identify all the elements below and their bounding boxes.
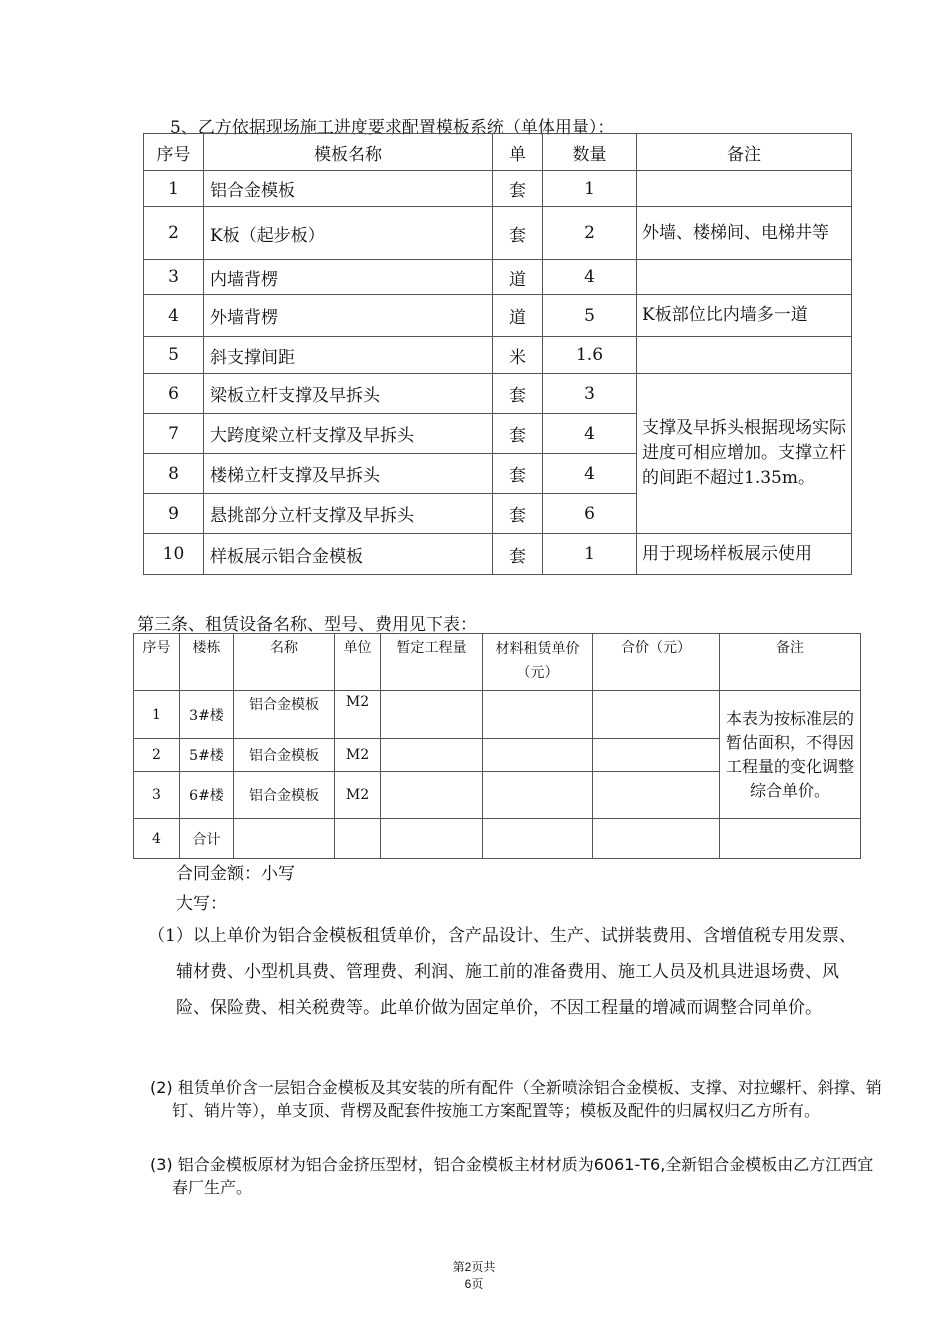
row-qty: 2 (543, 207, 637, 260)
row-building: 5#楼 (180, 739, 234, 772)
header-no: 序号 (144, 134, 204, 171)
section5-title: 5、乙方依据现场施工进度要求配置模板系统（单体用量）： (170, 118, 615, 138)
row-qty: 1 (543, 534, 637, 575)
table-row (144, 295, 852, 337)
rental-note: 本表为按标准层的暂估面积，不得因工程量的变化调整综合单价。 (720, 691, 861, 819)
row-no: 4 (144, 295, 204, 337)
row-building: 合计 (180, 819, 234, 859)
row-note: 用于现场样板展示使用 (637, 534, 852, 575)
header-quantity: 暂定工程量 (381, 634, 483, 691)
row-note (637, 260, 852, 295)
header-unit-price: 材料租赁单价（元） (483, 634, 593, 691)
row-no: 2 (144, 207, 204, 260)
row-no: 8 (144, 454, 204, 494)
table-row (134, 691, 861, 739)
row-total (593, 691, 720, 739)
row-unit: 套 (493, 207, 543, 260)
article3-title: 第三条、租赁设备名称、型号、费用见下表： (137, 615, 477, 635)
row-no: 7 (144, 414, 204, 454)
row-no: 5 (144, 337, 204, 374)
row-no: 9 (144, 494, 204, 534)
table-header-row (144, 134, 852, 171)
row-unit: 道 (493, 295, 543, 337)
row-unit: 套 (493, 374, 543, 414)
table-header-row (134, 634, 861, 691)
row-unit-price (483, 691, 593, 739)
row-building: 6#楼 (180, 772, 234, 819)
table-row (144, 260, 852, 295)
row-unit: 套 (493, 414, 543, 454)
row-no: 3 (144, 260, 204, 295)
row-name: 外墙背楞 (204, 295, 493, 337)
row-name (234, 819, 335, 859)
row-unit: M2 (335, 691, 381, 739)
template-system-table (143, 133, 852, 575)
header-no: 序号 (134, 634, 180, 691)
row-unit: 套 (493, 171, 543, 207)
row-building: 3#楼 (180, 691, 234, 739)
row-unit-price (483, 772, 593, 819)
page-footer (424, 1258, 524, 1292)
clause-1-text: （1）以上单价为铝合金模板租赁单价，含产品设计、生产、试拼装费用、含增值税专用发票、辅材费、小型机具费、管理费、利润、施工前的准备费用、施工人员及机具进退场费、风险、保险费、相关税费等。此单价做为固定单价，不因工程量的增减而调整合同单价。 (148, 926, 856, 1018)
header-building: 楼栋 (180, 634, 234, 691)
table-row (144, 171, 852, 207)
contract-amount-small: 合同金额：小写 (176, 864, 295, 884)
row-name: 悬挑部分立杆支撑及早拆头 (204, 494, 493, 534)
row-total (593, 772, 720, 819)
merged-support-note: 支撑及早拆头根据现场实际进度可相应增加。支撑立杆的间距不超过1.35m。 (637, 374, 852, 534)
row-qty: 1.6 (543, 337, 637, 374)
row-no: 1 (144, 171, 204, 207)
table-row (144, 534, 852, 575)
row-note (637, 337, 852, 374)
header-qty: 数量 (543, 134, 637, 171)
contract-amount-big: 大写： (176, 894, 227, 914)
footer-page-number: 第2页共 (452, 1260, 496, 1274)
row-note: K板部位比内墙多一道 (637, 295, 852, 337)
row-note: 外墙、楼梯间、电梯井等 (637, 207, 852, 260)
row-unit-price (483, 739, 593, 772)
rental-equipment-table (133, 633, 861, 859)
row-no: 6 (144, 374, 204, 414)
row-unit: 套 (493, 494, 543, 534)
row-qty: 3 (543, 374, 637, 414)
row-unit (335, 819, 381, 859)
row-name: 梁板立杆支撑及早拆头 (204, 374, 493, 414)
header-name: 名称 (234, 634, 335, 691)
row-no: 2 (134, 739, 180, 772)
row-note (720, 819, 861, 859)
row-name: K板（起步板） (204, 207, 493, 260)
header-note: 备注 (637, 134, 852, 171)
clause-2: (2) 租赁单价含一层铝合金模板及其安装的所有配件（全新喷涂铝合金模板、支撑、对拉螺杆、斜撑、销钉、销片等），单支顶、背楞及配套件按施工方案配置等；模板及配件的归属权归乙方所有。 (150, 1078, 882, 1120)
header-unit: 单位 (335, 634, 381, 691)
row-quantity (381, 819, 483, 859)
row-quantity (381, 772, 483, 819)
row-quantity (381, 739, 483, 772)
row-qty: 4 (543, 454, 637, 494)
row-name: 楼梯立杆支撑及早拆头 (204, 454, 493, 494)
row-name: 铝合金模板 (234, 691, 335, 739)
row-no: 1 (134, 691, 180, 739)
table-row (144, 374, 852, 414)
row-qty: 1 (543, 171, 637, 207)
row-name: 铝合金模板 (234, 772, 335, 819)
row-unit: 套 (493, 454, 543, 494)
row-qty: 4 (543, 414, 637, 454)
row-unit: 套 (493, 534, 543, 575)
row-quantity (381, 691, 483, 739)
table-row (144, 207, 852, 260)
row-name: 内墙背楞 (204, 260, 493, 295)
row-unit-price (483, 819, 593, 859)
row-unit: 道 (493, 260, 543, 295)
row-note (637, 171, 852, 207)
row-no: 3 (134, 772, 180, 819)
row-qty: 4 (543, 260, 637, 295)
header-unit: 单 (493, 134, 543, 171)
row-name: 斜支撑间距 (204, 337, 493, 374)
row-name: 铝合金模板 (204, 171, 493, 207)
table-row (134, 819, 861, 859)
row-name: 样板展示铝合金模板 (204, 534, 493, 575)
clause-1 (148, 918, 870, 1026)
row-total (593, 819, 720, 859)
footer-page-total: 6页 (464, 1277, 484, 1291)
row-qty: 6 (543, 494, 637, 534)
header-name: 模板名称 (204, 134, 493, 171)
row-qty: 5 (543, 295, 637, 337)
header-note: 备注 (720, 634, 861, 691)
row-name: 铝合金模板 (234, 739, 335, 772)
row-name: 大跨度梁立杆支撑及早拆头 (204, 414, 493, 454)
row-unit: 米 (493, 337, 543, 374)
row-unit: M2 (335, 739, 381, 772)
row-no: 10 (144, 534, 204, 575)
header-total: 合价（元） (593, 634, 720, 691)
row-no: 4 (134, 819, 180, 859)
row-unit: M2 (335, 772, 381, 819)
row-total (593, 739, 720, 772)
table-row (144, 337, 852, 374)
clause-3: (3) 铝合金模板原材为铝合金挤压型材，铝合金模板主材材质为6061-T6,全新铝合金模板由乙方江西宜春厂生产。 (150, 1155, 874, 1197)
